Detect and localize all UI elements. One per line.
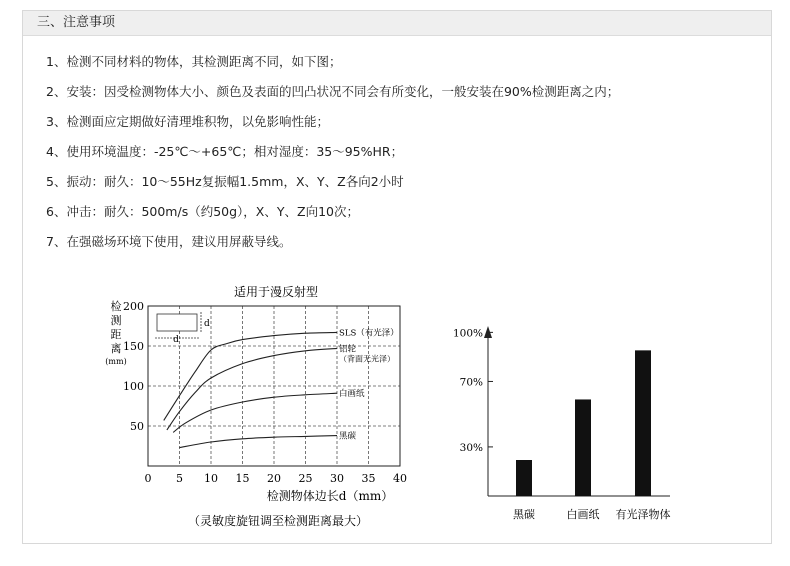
series-sublabel-2: （背面无光泽） bbox=[339, 354, 395, 364]
line-chart bbox=[105, 284, 407, 528]
bar-y-tick-label: 70% bbox=[459, 376, 483, 389]
x-tick-label: 10 bbox=[204, 472, 218, 485]
series-line-2 bbox=[167, 348, 337, 430]
x-tick-label: 0 bbox=[144, 472, 152, 485]
bar-2 bbox=[575, 399, 591, 496]
x-tick-label: 30 bbox=[330, 472, 344, 485]
series-line-4 bbox=[180, 436, 338, 448]
y-axis-unit: (mm) bbox=[105, 357, 127, 366]
y-tick-label: 200 bbox=[123, 300, 144, 313]
bar-category-label: 黑碳 bbox=[513, 508, 535, 521]
series-label-3: 白画纸 bbox=[339, 389, 365, 400]
x-tick-label: 25 bbox=[298, 472, 313, 485]
x-tick-label: 15 bbox=[235, 472, 250, 485]
bar-1 bbox=[516, 460, 532, 496]
y-axis-label bbox=[111, 299, 122, 355]
note-item-2: 2、安装：因受检测物体大小、颜色及表面的凹凸状况不同会有所变化，一般安装在90%检测距离之内； bbox=[46, 84, 620, 99]
x-tick-label: 40 bbox=[393, 472, 407, 485]
note-item-5: 5、振动：耐久：10～55Hz复振幅1.5mm，X、Y、Z各向2小时 bbox=[46, 174, 404, 189]
bar-y-ticks bbox=[453, 327, 493, 454]
note-item-4: 4、使用环境温度：-25℃～+65℃；相对湿度：35～95%HR； bbox=[46, 144, 404, 159]
bar-3 bbox=[635, 350, 651, 496]
note-item-7: 7、在强磁场环境下使用，建议用屏蔽导线。 bbox=[46, 234, 292, 249]
series-label-1: SLS（有光泽） bbox=[339, 328, 399, 339]
series-label-2: 铝轮 bbox=[339, 344, 357, 355]
section-title: 三、注意事项 bbox=[23, 11, 771, 36]
y-tick-labels bbox=[123, 300, 144, 433]
bars bbox=[516, 350, 651, 496]
note-item-1: 1、检测不同材料的物体，其检测距离不同，如下图； bbox=[46, 54, 342, 69]
x-tick-label: 5 bbox=[176, 472, 183, 485]
bar-category-label: 白画纸 bbox=[566, 508, 600, 521]
y-tick-label: 50 bbox=[130, 420, 144, 433]
bar-chart bbox=[453, 326, 671, 521]
inset-d-horizontal: d bbox=[173, 335, 179, 345]
y-tick-label: 150 bbox=[123, 340, 144, 353]
inset-d-vertical: d bbox=[204, 319, 210, 329]
series-lines bbox=[164, 332, 337, 447]
bar-y-tick-label: 30% bbox=[459, 441, 483, 454]
series-label-4: 黑碳 bbox=[339, 431, 357, 442]
x-tick-labels bbox=[145, 472, 408, 485]
note-item-6: 6、冲击：耐久：500m/s（约50g），X、Y、Z向10次； bbox=[46, 204, 359, 219]
line-chart-title: 适用于漫反射型 bbox=[233, 285, 319, 299]
inset-square-diagram bbox=[155, 312, 210, 345]
x-tick-label: 20 bbox=[267, 472, 281, 485]
y-tick-label: 100 bbox=[123, 380, 144, 393]
x-tick-label: 35 bbox=[361, 472, 376, 485]
chart-caption: （灵敏度旋钮调至检测距离最大） bbox=[187, 514, 369, 528]
x-axis-label: 检测物体边长d（mm） bbox=[266, 489, 394, 503]
series-labels bbox=[339, 327, 399, 441]
bar-category-labels bbox=[513, 507, 671, 521]
bar-category-label: 有光泽物体 bbox=[615, 508, 671, 521]
y-axis-label-char: 检 bbox=[110, 300, 122, 313]
y-axis-label-char: 测 bbox=[110, 314, 122, 327]
y-axis-label-char: 离 bbox=[110, 342, 122, 355]
series-line-3 bbox=[173, 393, 337, 432]
bar-y-tick-label: 100% bbox=[452, 327, 483, 340]
y-axis-label-char: 距 bbox=[110, 328, 122, 341]
note-item-3: 3、检测面应定期做好清理堆积物，以免影响性能； bbox=[46, 114, 329, 129]
